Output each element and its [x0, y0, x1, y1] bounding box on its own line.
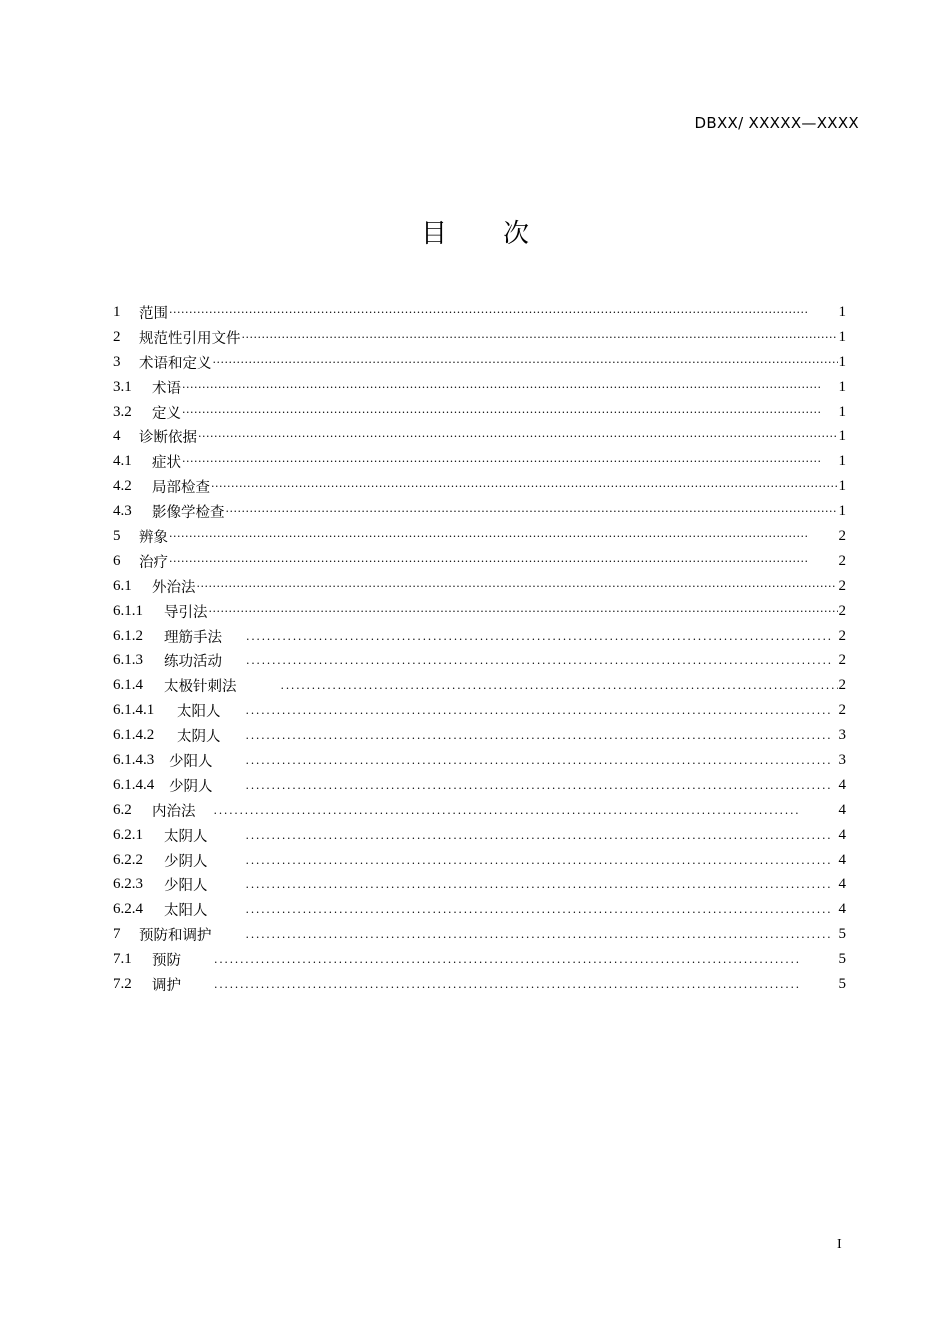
- toc-entry-page: 4: [838, 901, 846, 918]
- toc-entry[interactable]: [113, 300, 846, 325]
- toc-entry-title: 术语和定义: [139, 355, 212, 372]
- toc-entry-title: 症状: [152, 455, 181, 472]
- toc-entry-page: 2: [838, 552, 846, 569]
- toc-entry[interactable]: [113, 698, 846, 723]
- page-title: 目次: [420, 219, 585, 249]
- toc-entry-number: 6.2.3: [113, 876, 143, 893]
- toc-entry-page: 1: [838, 478, 846, 495]
- toc-entry-number: 6.1.2: [113, 627, 143, 644]
- toc-entry[interactable]: [113, 798, 846, 823]
- toc-entry-title: 影像学检查: [152, 505, 225, 522]
- toc-entry-title: 诊断依据: [139, 430, 197, 447]
- toc-entry-number: 4.2: [113, 478, 132, 495]
- toc-entry-title: 局部检查: [152, 480, 210, 497]
- toc-entry-page: 4: [838, 851, 846, 868]
- toc-entry-page: 4: [838, 801, 846, 818]
- toc-entry-title: 术语: [152, 380, 181, 397]
- toc-entry-page: 4: [838, 776, 846, 793]
- toc-leader-dots: [281, 679, 838, 692]
- toc-entry[interactable]: [113, 350, 846, 375]
- toc-entry-title: 太极针刺法: [164, 679, 237, 696]
- toc-leader-dots: [169, 306, 838, 319]
- toc-entry-title: 范围: [139, 305, 168, 322]
- toc-entry-title: 规范性引用文件: [139, 330, 241, 347]
- toc-leader-dots: [213, 356, 838, 369]
- toc-entry-page: 2: [838, 602, 846, 619]
- toc-entry[interactable]: [113, 524, 846, 549]
- toc-entry-number: 6: [113, 552, 121, 569]
- toc-entry-title: 少阴人: [164, 853, 208, 870]
- toc-entry[interactable]: [113, 549, 846, 574]
- page-number: I: [837, 1237, 842, 1252]
- toc-entry-page: 2: [838, 627, 846, 644]
- toc-entry-page: 2: [838, 677, 846, 694]
- toc-entry-title: 理筋手法: [164, 629, 222, 646]
- toc-leader-dots: [226, 505, 838, 518]
- toc-entry-number: 7.1: [113, 951, 132, 968]
- toc-leader-dots: [182, 406, 838, 419]
- toc-entry-title: 太阴人: [164, 828, 208, 845]
- toc-entry-title: 少阳人: [164, 878, 208, 895]
- toc-entry-number: 3: [113, 353, 121, 370]
- toc-entry[interactable]: [113, 499, 846, 524]
- toc-entry-page: 4: [838, 876, 846, 893]
- toc-entry[interactable]: [113, 375, 846, 400]
- toc-leader-dots: [214, 804, 838, 817]
- toc-leader-dots: [246, 630, 838, 643]
- toc-entry-page: 1: [838, 428, 846, 445]
- toc-entry-page: 1: [838, 453, 846, 470]
- toc-entry[interactable]: [113, 922, 846, 947]
- toc-entry-number: 7: [113, 926, 121, 943]
- toc-leader-dots: [169, 530, 838, 543]
- toc-entry-title: 外治法: [152, 579, 196, 596]
- toc-entry[interactable]: [113, 748, 846, 773]
- toc-entry-number: 3.1: [113, 378, 132, 395]
- toc-leader-dots: [211, 480, 838, 493]
- toc-entry[interactable]: [113, 848, 846, 873]
- toc-entry-page: 1: [838, 503, 846, 520]
- toc-entry-title: 导引法: [164, 604, 208, 621]
- toc-entry-page: 2: [838, 577, 846, 594]
- toc-entry[interactable]: [113, 574, 846, 599]
- toc-entry-number: 6.2.4: [113, 901, 143, 918]
- toc-entry-number: 3.2: [113, 403, 132, 420]
- toc-leader-dots: [246, 654, 838, 667]
- toc-entry-number: 6.2.2: [113, 851, 143, 868]
- toc-entry-page: 5: [838, 975, 846, 992]
- toc-entry-number: 6.2: [113, 801, 132, 818]
- toc-entry-page: 3: [838, 727, 846, 744]
- toc-leader-dots: [246, 854, 838, 867]
- toc-entry-number: 6.1.4.4: [113, 776, 155, 793]
- toc-entry-title: 预防: [152, 953, 181, 970]
- toc-entry[interactable]: [113, 972, 846, 997]
- toc-entry[interactable]: [113, 400, 846, 425]
- toc-entry[interactable]: [113, 325, 846, 350]
- document-number: DBXX/ XXXXX—XXXX: [694, 114, 859, 132]
- toc-entry-number: 2: [113, 328, 121, 345]
- toc-entry-number: 6.1.1: [113, 602, 143, 619]
- toc-leader-dots: [197, 580, 838, 593]
- toc-leader-dots: [198, 430, 838, 443]
- toc-leader-dots: [209, 605, 838, 618]
- toc-entry-title: 定义: [152, 405, 181, 422]
- toc-entry-title: 太阳人: [164, 903, 208, 920]
- toc-entry[interactable]: [113, 773, 846, 798]
- toc-entry[interactable]: [113, 823, 846, 848]
- toc-entry[interactable]: [113, 897, 846, 922]
- toc-entry-page: 1: [838, 303, 846, 320]
- toc-entry-number: 6.1: [113, 577, 132, 594]
- toc-entry-page: 2: [838, 527, 846, 544]
- toc-entry-title: 练功活动: [164, 654, 222, 671]
- toc-entry-page: 2: [838, 702, 846, 719]
- toc-leader-dots: [246, 928, 838, 941]
- toc-entry-page: 5: [838, 926, 846, 943]
- toc-entry-number: 6.2.1: [113, 826, 143, 843]
- toc-leader-dots: [246, 779, 838, 792]
- toc-leader-dots: [246, 754, 838, 767]
- toc-entry-number: 6.1.4.1: [113, 702, 155, 719]
- toc-entry-title: 少阴人: [169, 778, 213, 795]
- toc-entry-page: 4: [838, 826, 846, 843]
- toc-entry-number: 4: [113, 428, 121, 445]
- toc-entry[interactable]: [113, 424, 846, 449]
- toc-entry-title: 辨象: [139, 529, 168, 546]
- toc-entry[interactable]: [113, 723, 846, 748]
- toc-entry[interactable]: [113, 648, 846, 673]
- toc-leader-dots: [182, 381, 838, 394]
- toc-entry-title: 治疗: [139, 554, 168, 571]
- toc-entry-title: 太阴人: [177, 729, 221, 746]
- toc-entry-page: 3: [838, 751, 846, 768]
- toc-entry-title: 预防和调护: [139, 928, 212, 945]
- toc-entry-number: 6.1.4.2: [113, 727, 155, 744]
- toc-entry[interactable]: [113, 673, 846, 698]
- toc-entry[interactable]: [113, 872, 846, 897]
- table-of-contents: [113, 300, 846, 997]
- toc-leader-dots: [246, 829, 838, 842]
- toc-entry-number: 4.1: [113, 453, 132, 470]
- toc-leader-dots: [246, 704, 838, 717]
- toc-leader-dots: [182, 455, 838, 468]
- toc-entry-number: 6.1.3: [113, 652, 143, 669]
- toc-leader-dots: [246, 878, 838, 891]
- toc-leader-dots: [214, 978, 838, 991]
- toc-entry-number: 5: [113, 527, 121, 544]
- toc-leader-dots: [169, 555, 838, 568]
- toc-entry-number: 7.2: [113, 975, 132, 992]
- toc-entry[interactable]: [113, 624, 846, 649]
- toc-entry-title: 调护: [152, 977, 181, 994]
- toc-entry-title: 少阳人: [169, 753, 213, 770]
- toc-entry-number: 6.1.4: [113, 677, 143, 694]
- toc-entry-page: 1: [838, 353, 846, 370]
- toc-leader-dots: [242, 331, 838, 344]
- toc-entry-number: 6.1.4.3: [113, 751, 155, 768]
- toc-entry-page: 2: [838, 652, 846, 669]
- toc-entry[interactable]: [113, 474, 846, 499]
- toc-entry[interactable]: [113, 599, 846, 624]
- toc-entry-page: 5: [838, 951, 846, 968]
- toc-leader-dots: [214, 953, 838, 966]
- toc-entry-page: 1: [838, 378, 846, 395]
- toc-entry-title: 内治法: [152, 803, 196, 820]
- toc-entry-title: 太阳人: [177, 704, 221, 721]
- toc-leader-dots: [246, 729, 838, 742]
- toc-entry[interactable]: [113, 449, 846, 474]
- toc-entry-number: 4.3: [113, 503, 132, 520]
- toc-entry[interactable]: [113, 947, 846, 972]
- toc-entry-page: 1: [838, 328, 846, 345]
- toc-entry-number: 1: [113, 303, 121, 320]
- toc-entry-page: 1: [838, 403, 846, 420]
- toc-leader-dots: [246, 903, 838, 916]
